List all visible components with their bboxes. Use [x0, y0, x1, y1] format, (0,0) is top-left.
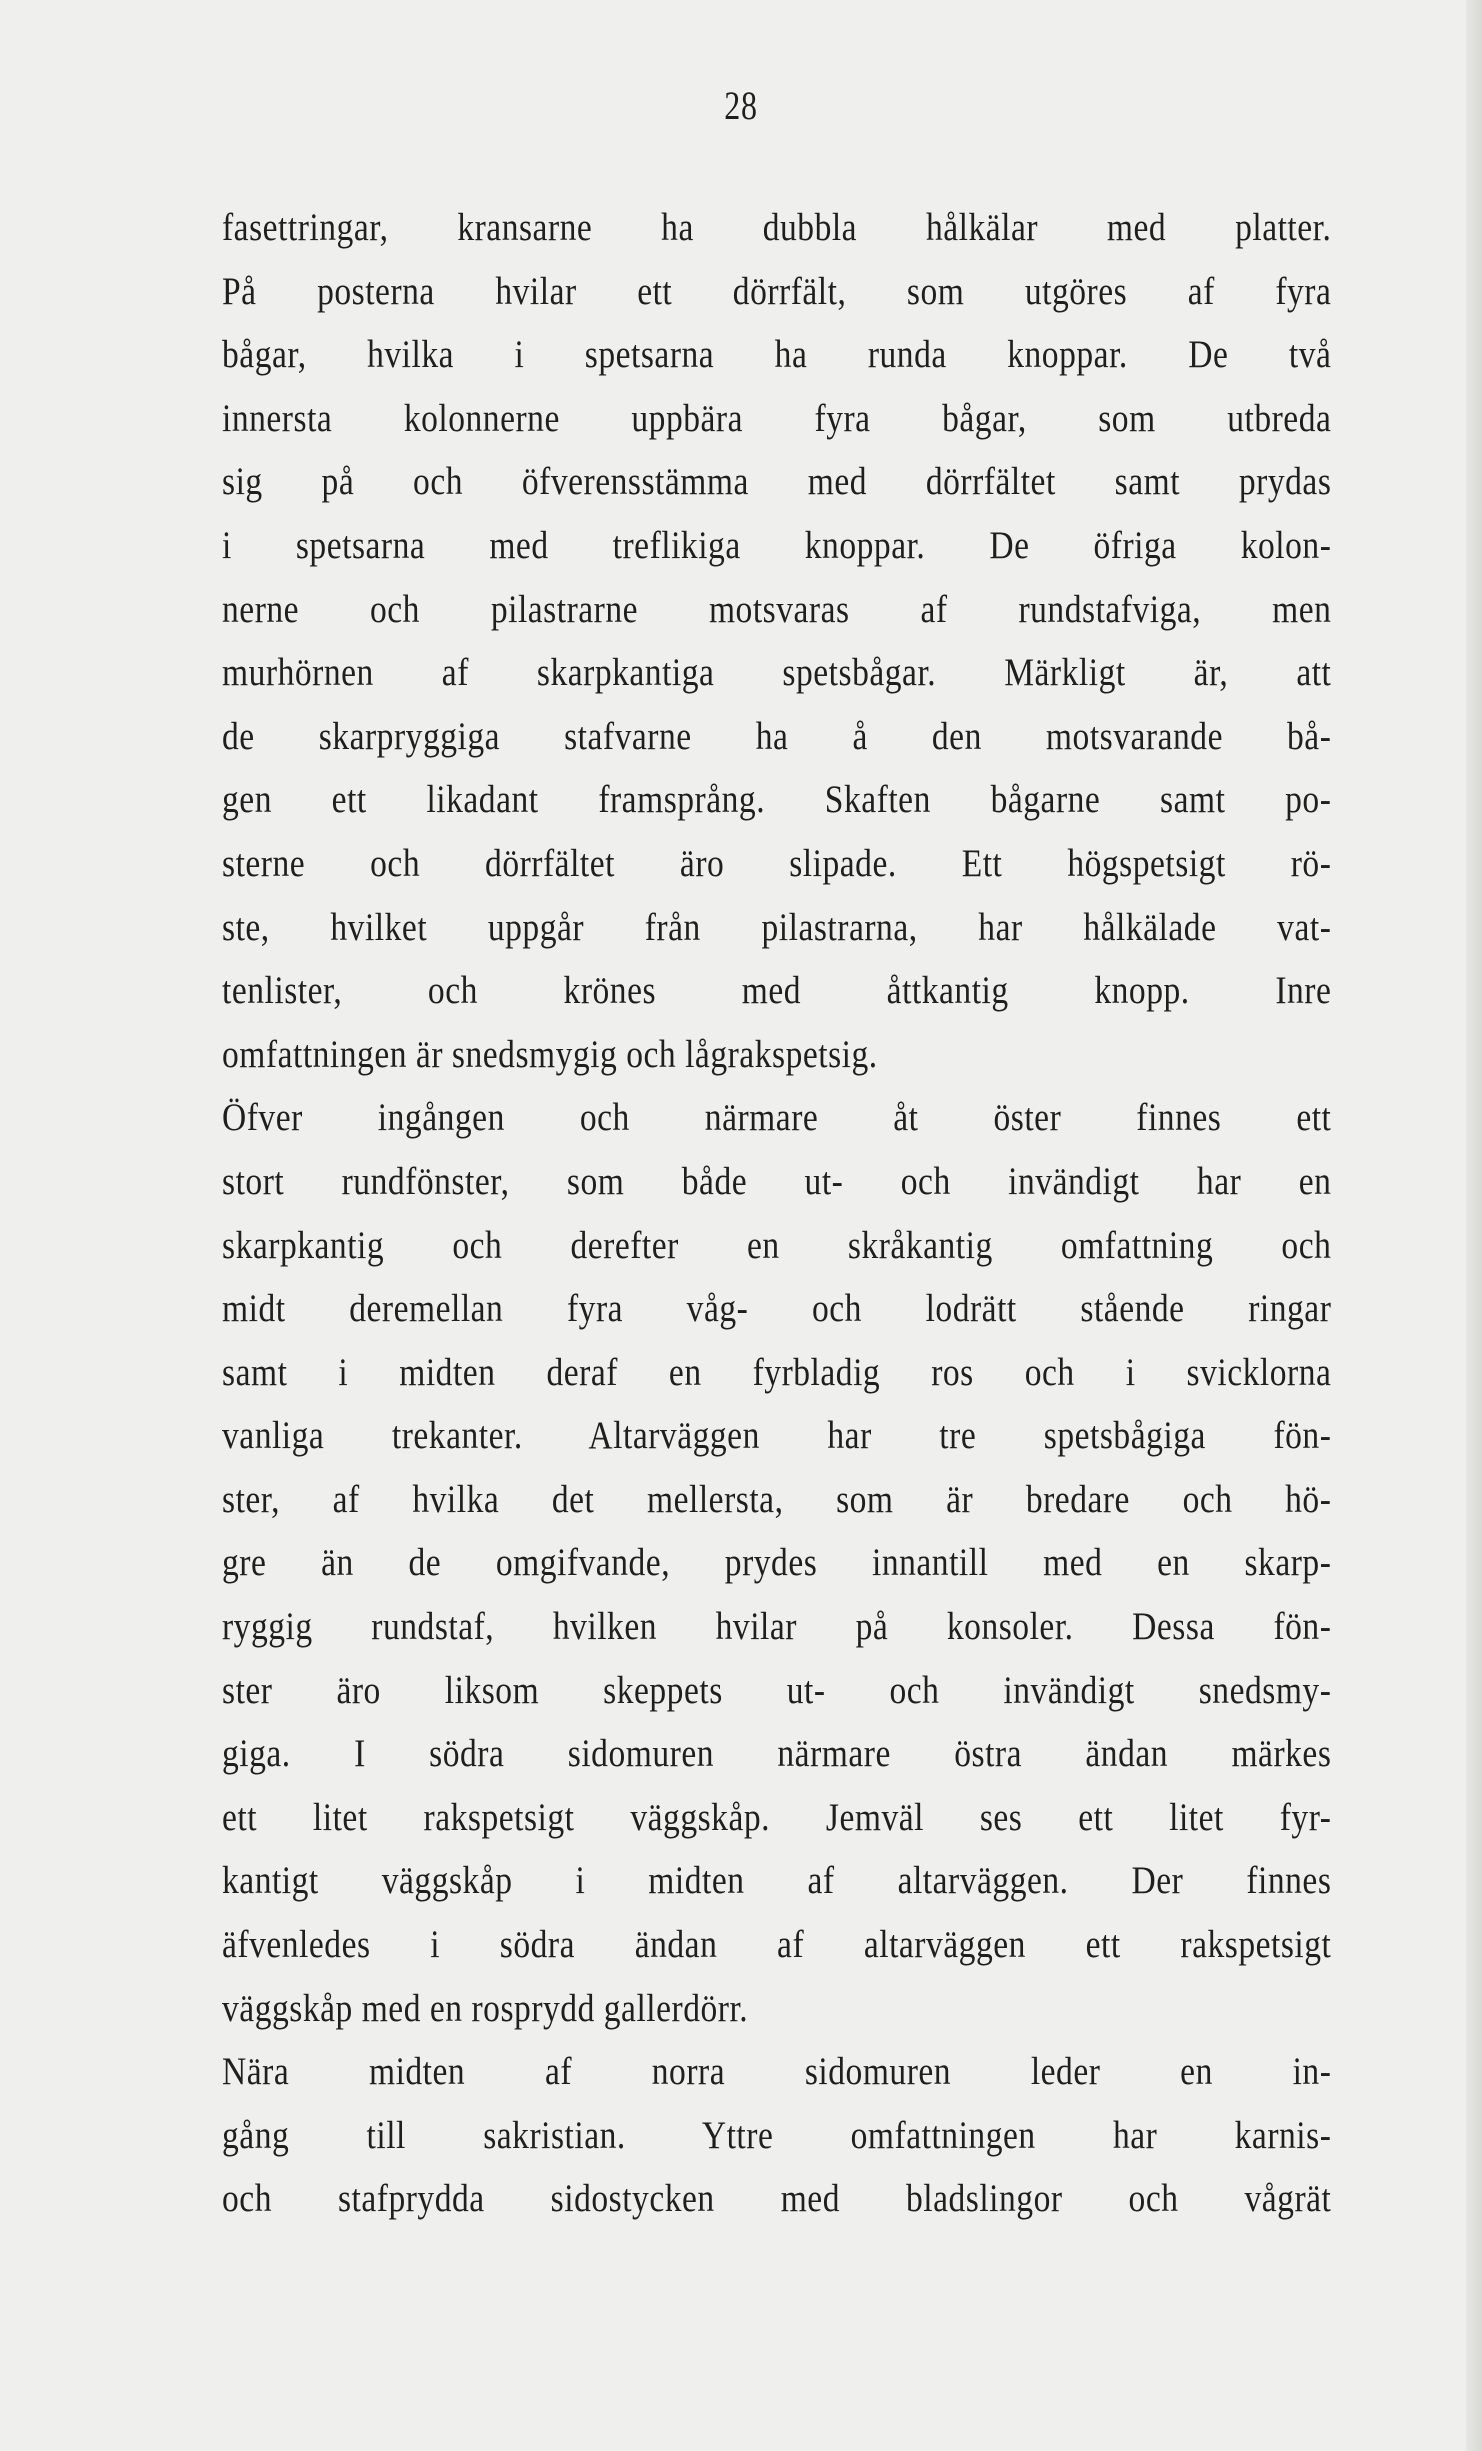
text-line: Öfver ingången och närmare åt öster finnes ett — [222, 1096, 1332, 1140]
text-line: kantigt väggskåp i midten af altarväggen. Der finnes — [222, 1859, 1332, 1903]
page-number: 28 — [724, 83, 758, 128]
text-line: skarpkantig och derefter en skråkantig omfattning och — [222, 1223, 1332, 1267]
text-line: de skarpryggiga stafvarne ha å den motsvarande bå- — [222, 714, 1332, 758]
text-line: bågar, hvilka i spetsarna ha runda knoppar. De två — [222, 333, 1332, 377]
text-line: ste, hvilket uppgår från pilastrarna, har hålkälade vat- — [222, 905, 1332, 949]
text-line: giga. I södra sidomuren närmare östra ändan märkes — [222, 1732, 1332, 1776]
text-line: ster, af hvilka det mellersta, som är bredare och hö- — [222, 1477, 1332, 1521]
text-line: ett litet rakspetsigt väggskåp. Jemväl ses ett litet fyr- — [222, 1795, 1332, 1839]
text-line: ster äro liksom skeppets ut- och invändigt snedsmy- — [222, 1668, 1332, 1712]
body-text — [222, 196, 1332, 2231]
text-line: omfattningen är snedsmygig och lågrakspetsig. — [222, 1032, 878, 1076]
text-line: äfvenledes i södra ändan af altarväggen ett rakspetsigt — [222, 1923, 1332, 1967]
text-line: tenlister, och krönes med åttkantig knopp. Inre — [222, 969, 1332, 1013]
text-line: vanliga trekanter. Altarväggen har tre spetsbågiga fön- — [222, 1414, 1332, 1458]
text-line: ryggig rundstaf, hvilken hvilar på konsoler. Dessa fön- — [222, 1605, 1332, 1649]
text-line: samt i midten deraf en fyrbladig ros och i svicklorna — [222, 1350, 1332, 1394]
text-line: midt deremellan fyra våg- och lodrätt stående ringar — [222, 1287, 1332, 1331]
text-line: väggskåp med en rosprydd gallerdörr. — [222, 1986, 749, 2030]
text-line: sig på och öfverensstämma med dörrfältet samt prydas — [222, 460, 1332, 504]
text-line: murhörnen af skarpkantiga spetsbågar. Märkligt är, att — [222, 651, 1332, 695]
text-line: Nära midten af norra sidomuren leder en in- — [222, 2050, 1332, 2094]
text-line: nerne och pilastrarne motsvaras af rundstafviga, men — [222, 587, 1332, 631]
text-line: innersta kolonnerne uppbära fyra bågar, som utbreda — [222, 396, 1332, 440]
text-line: gång till sakristian. Yttre omfattningen har karnis- — [222, 2113, 1332, 2157]
page-edge — [1466, 0, 1482, 2451]
text-line: På posterna hvilar ett dörrfält, som utgöres af fyra — [222, 269, 1332, 313]
text-line: i spetsarna med treflikiga knoppar. De öfriga kolon- — [222, 523, 1332, 567]
text-line: stort rundfönster, som både ut- och invändigt har en — [222, 1159, 1332, 1203]
text-line: och stafprydda sidostycken med bladslingor och vågrät — [222, 2177, 1332, 2221]
text-line: gre än de omgifvande, prydes innantill med en skarp- — [222, 1541, 1332, 1585]
text-line: fasettringar, kransarne ha dubbla hålkälar med platter. — [222, 206, 1332, 249]
text-line: gen ett likadant framsprång. Skaften bågarne samt po- — [222, 778, 1332, 822]
text-line: sterne och dörrfältet äro slipade. Ett högspetsigt rö- — [222, 841, 1332, 885]
